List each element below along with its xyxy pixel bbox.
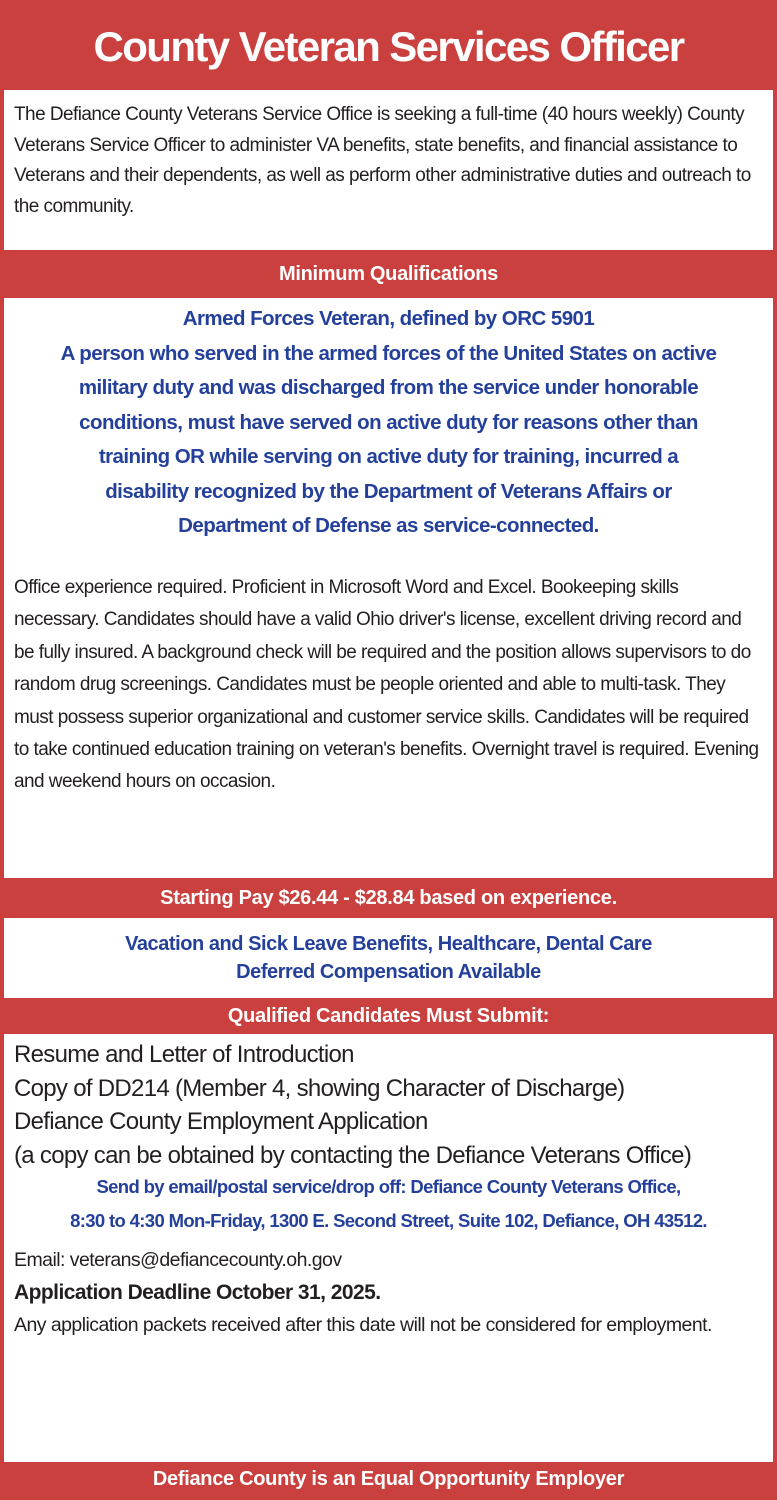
send-instructions-line: Send by email/postal service/drop off: Defiance County Veterans Office, [96, 1176, 681, 1197]
submit-list [4, 1034, 773, 1170]
benefits-line: Deferred Compensation Available [236, 961, 541, 983]
veteran-definition-line: conditions, must have served on active duty for reasons other than [79, 410, 698, 434]
contact-block [4, 1240, 773, 1414]
equal-opportunity-banner: Defiance County is an Equal Opportunity Employer [4, 1462, 773, 1496]
submit-heading: Qualified Candidates Must Submit: [4, 998, 773, 1034]
intro-paragraph: The Defiance County Veterans Service Office is seeking a full-time (40 hours weekly) County Veterans Service Officer to administer VA benefits, state benefits, and financial assistance to Veterans and their dependents, as well as perform other administrative duties and outreach to the community. [14, 104, 751, 217]
submit-item: Resume and Letter of Introduction [14, 1041, 354, 1068]
veteran-definition-line: Armed Forces Veteran, defined by ORC 5901 [182, 307, 595, 330]
benefits-block [4, 918, 773, 998]
veteran-definition-line: A person who served in the armed forces of the United States on active [60, 341, 717, 365]
send-instructions [4, 1170, 773, 1240]
contact-email: Email: veterans@defiancecounty.oh.gov [14, 1249, 342, 1271]
minimum-qualifications-heading: Minimum Qualifications [4, 250, 773, 298]
veteran-definition [4, 298, 773, 564]
veteran-definition-line: military duty and was discharged from the service under honorable [78, 376, 699, 399]
send-instructions-line: 8:30 to 4:30 Mon-Friday, 1300 E. Second Street, Suite 102, Defiance, OH 43512. [70, 1210, 707, 1231]
page-title: County Veteran Services Officer [4, 4, 773, 90]
submit-item: Defiance County Employment Application [14, 1108, 428, 1135]
benefits-line: Vacation and Sick Leave Benefits, Healthcare, Dental Care [125, 933, 652, 955]
application-deadline: Application Deadline October 31, 2025. [14, 1280, 381, 1304]
veteran-definition-line: training OR while serving on active duty for training, incurred a [98, 445, 679, 468]
submit-item: Copy of DD214 (Member 4, showing Character of Discharge) [14, 1074, 625, 1102]
veteran-definition-line: disability recognized by the Department of Veterans Affairs or [105, 479, 672, 503]
late-application-notice: Any application packets received after this date will not be considered for employment. [14, 1314, 712, 1336]
veteran-definition-line: Department of Defense as service-connected. [178, 514, 599, 537]
submit-item: (a copy can be obtained by contacting the Defiance Veterans Office) [14, 1141, 692, 1169]
starting-pay-banner: Starting Pay $26.44 - $28.84 based on experience. [4, 878, 773, 918]
requirements-paragraph: Office experience required. Proficient in Microsoft Word and Excel. Bookeeping skills necessary. Candidates should have a valid Ohio driver's license, excellent driving record and be fully insured. A background check will be required and the position allows supervisors to do random drug screenings. Candidates must be people oriented and able to multi-task. They must possess superior organizational and customer service skills. Candidates will be required to take continued education training on veteran's benefits. Overnight travel is required. Evening and weekend hours on occasion. [14, 577, 759, 793]
